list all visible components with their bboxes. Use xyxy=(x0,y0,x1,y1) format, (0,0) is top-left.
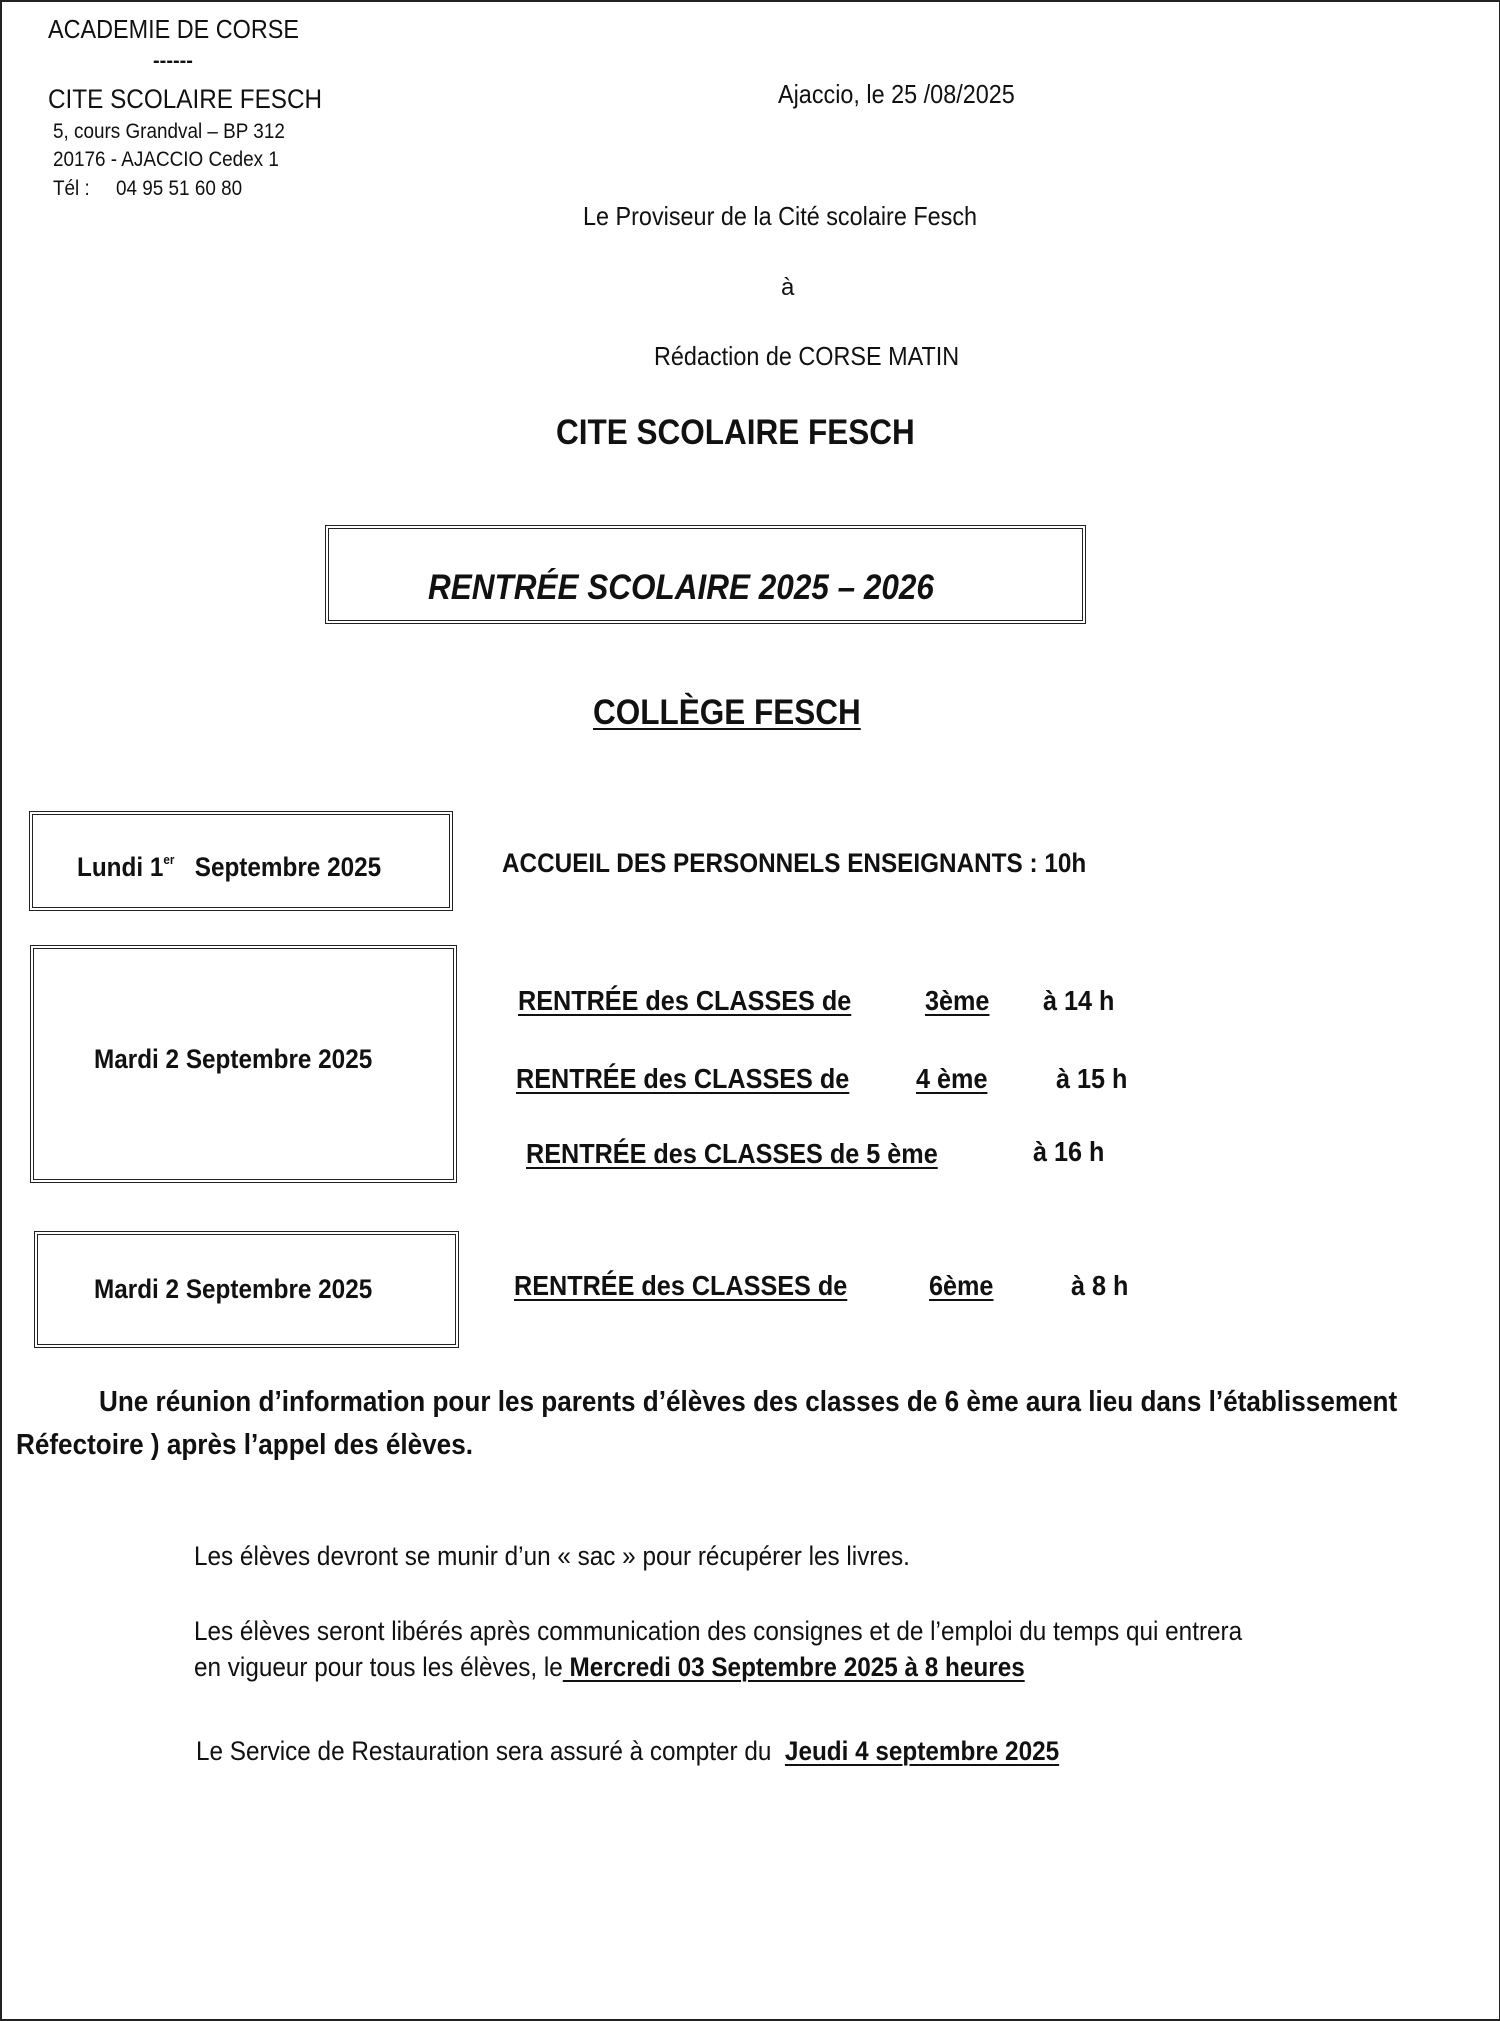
row-5-time: à 16 h xyxy=(1033,1136,1105,1167)
bag-note: Les élèves devront se munir d’un « sac » pour récupérer les livres. xyxy=(194,1541,910,1571)
college-heading: COLLÈGE FESCH xyxy=(593,693,861,732)
row-3-label: RENTRÉE des CLASSES de xyxy=(518,985,852,1016)
date-box-1-suffix: Septembre 2025 xyxy=(194,852,382,882)
date-line: Ajaccio, le 25 /08/2025 xyxy=(778,79,1015,109)
row-4-level: 4 ème xyxy=(916,1063,988,1094)
row-6-time: à 8 h xyxy=(1071,1270,1129,1301)
row-5-label: RENTRÉE des CLASSES de 5 ème xyxy=(526,1138,938,1169)
tel-label: Tél : xyxy=(53,177,90,200)
address-line-1: 5, cours Grandval – BP 312 xyxy=(53,120,285,143)
to-word: à xyxy=(781,274,795,301)
title-text: RENTRÉE SCOLAIRE 2025 – 2026 xyxy=(428,568,934,607)
row-6-level: 6ème xyxy=(929,1270,994,1301)
row-6-label: RENTRÉE des CLASSES de xyxy=(514,1270,848,1301)
date-box-1-text xyxy=(77,852,381,883)
school-name: CITE SCOLAIRE FESCH xyxy=(48,84,323,114)
row-3-time: à 14 h xyxy=(1043,985,1115,1016)
restaurant-prefix: Le Service de Restauration sera assuré à compter du xyxy=(196,1736,772,1766)
tel-number: 04 95 51 60 80 xyxy=(116,177,243,200)
restaurant-line xyxy=(196,1736,1059,1767)
address-line-2: 20176 - AJACCIO Cedex 1 xyxy=(53,148,279,171)
release-line-2-prefix: en vigueur pour tous les élèves, le xyxy=(194,1652,563,1682)
header-dashes: ------ xyxy=(153,50,193,72)
school-heading: CITE SCOLAIRE FESCH xyxy=(556,413,915,452)
date-box-2-text: Mardi 2 Septembre 2025 xyxy=(94,1044,373,1074)
staff-welcome: ACCUEIL DES PERSONNELS ENSEIGNANTS : 10h xyxy=(502,848,1087,878)
row-4-label: RENTRÉE des CLASSES de xyxy=(516,1063,850,1094)
date-box-1-prefix: Lundi 1 xyxy=(77,852,164,882)
meeting-line-2: Réfectoire ) après l’appel des élèves. xyxy=(16,1429,473,1461)
release-line-1: Les élèves seront libérés après communication des consignes et de l’emploi du temps qui entrera xyxy=(194,1616,1243,1646)
date-box-3-text: Mardi 2 Septembre 2025 xyxy=(94,1274,373,1304)
release-date: Mercredi 03 Septembre 2025 à 8 heures xyxy=(562,1652,1025,1682)
row-4-time: à 15 h xyxy=(1056,1063,1128,1094)
row-3-level: 3ème xyxy=(925,985,990,1016)
date-box-1-sup: er xyxy=(163,852,175,867)
release-line-2 xyxy=(194,1652,1025,1683)
sender-line: Le Proviseur de la Cité scolaire Fesch xyxy=(583,201,978,231)
academie-name: ACADEMIE DE CORSE xyxy=(48,14,299,44)
meeting-line-1: Une réunion d’information pour les parents d’élèves des classes de 6 ème aura lieu dans l’établissement xyxy=(99,1386,1398,1418)
recipient-line: Rédaction de CORSE MATIN xyxy=(654,341,960,371)
restaurant-date: Jeudi 4 septembre 2025 xyxy=(784,1736,1060,1766)
